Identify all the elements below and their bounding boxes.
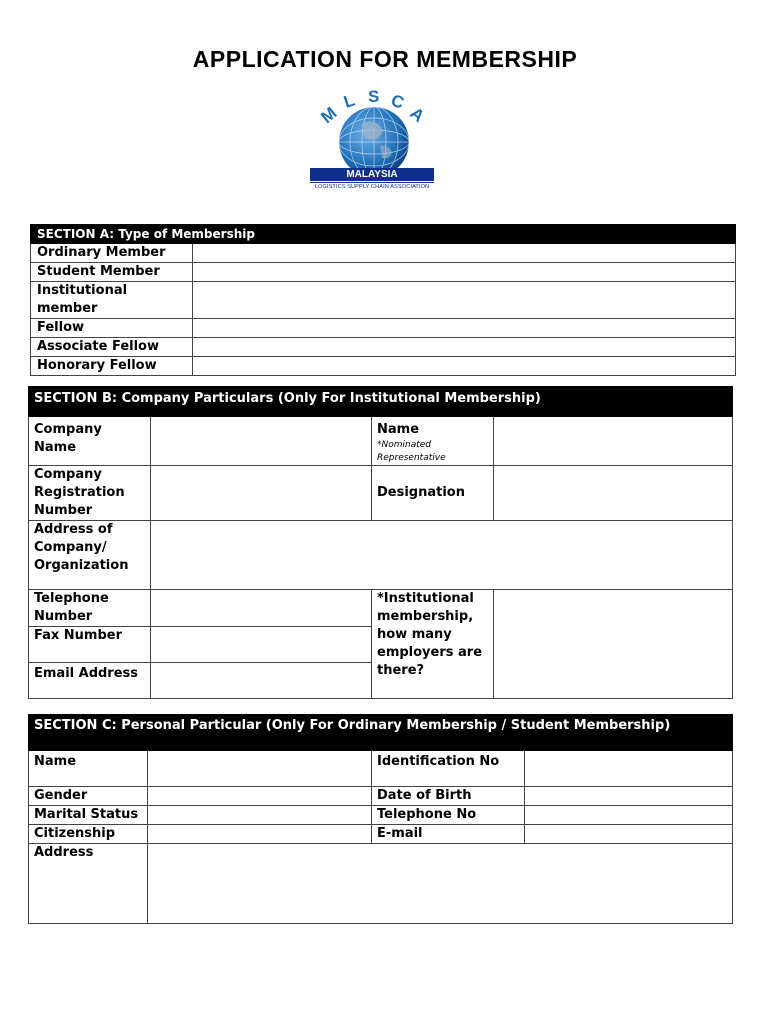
marital-status-field[interactable] — [148, 806, 372, 825]
personal-name-field[interactable] — [148, 751, 372, 787]
representative-name-cell — [372, 417, 494, 466]
membership-option-label: Honorary Fellow — [31, 357, 193, 376]
nominated-representative-note: *Nominated Representative — [377, 440, 446, 463]
page-title: APPLICATION FOR MEMBERSHIP — [192, 46, 578, 72]
company-name-label: Company Name — [29, 417, 151, 466]
section-c-table — [28, 714, 733, 924]
logo-country: MALAYSIA — [310, 168, 434, 181]
honorary-fellow-field[interactable] — [193, 357, 736, 376]
designation-label: Designation — [372, 466, 494, 521]
fellow-field[interactable] — [193, 319, 736, 338]
logo-letter-m: M — [317, 103, 341, 128]
citizenship-label: Citizenship — [29, 825, 148, 844]
logo-letter-c: C — [388, 90, 407, 113]
membership-option-label: Ordinary Member — [31, 244, 193, 263]
logo-letter-s: S — [368, 87, 380, 106]
telephone-no-field[interactable] — [525, 806, 733, 825]
section-c-header: SECTION C: Personal Particular (Only For Ordinary Membership / Student Membership) — [29, 715, 733, 751]
employee-count-field[interactable] — [494, 590, 733, 699]
section-b-header: SECTION B: Company Particulars (Only For Institutional Membership) — [29, 387, 733, 417]
citizenship-field[interactable] — [148, 825, 372, 844]
marital-status-label: Marital Status — [29, 806, 148, 825]
telephone-no-label: Telephone No — [372, 806, 525, 825]
identification-no-field[interactable] — [525, 751, 733, 787]
company-name-field[interactable] — [151, 417, 372, 466]
ordinary-member-field[interactable] — [193, 244, 736, 263]
mlsca-logo — [310, 84, 440, 196]
company-address-label: Address of Company/ Organization — [29, 521, 151, 590]
company-address-field[interactable] — [151, 521, 733, 590]
personal-address-label: Address — [29, 844, 148, 924]
identification-no-label: Identification No — [372, 751, 525, 787]
logo-letter-l: L — [341, 90, 358, 112]
gender-field[interactable] — [148, 787, 372, 806]
student-member-field[interactable] — [193, 263, 736, 282]
section-a-table — [30, 224, 736, 376]
membership-option-label: Fellow — [31, 319, 193, 338]
email-label: E-mail — [372, 825, 525, 844]
telephone-number-label: Telephone Number — [29, 590, 151, 627]
logo-subtitle: LOGISTICS SUPPLY CHAIN ASSOCIATION — [310, 182, 434, 190]
designation-field[interactable] — [494, 466, 733, 521]
personal-address-field[interactable] — [148, 844, 733, 924]
membership-option-label: Student Member — [31, 263, 193, 282]
section-b-table — [28, 386, 733, 699]
email-address-field[interactable] — [151, 663, 372, 699]
section-a-header: SECTION A: Type of Membership — [31, 225, 736, 244]
gender-label: Gender — [29, 787, 148, 806]
fax-number-label: Fax Number — [29, 627, 151, 663]
logo-letter-a: A — [406, 103, 429, 126]
membership-option-label: Institutional member — [31, 282, 193, 319]
personal-name-label: Name — [29, 751, 148, 787]
email-field[interactable] — [525, 825, 733, 844]
representative-name-label: Name — [377, 422, 420, 437]
representative-name-field[interactable] — [494, 417, 733, 466]
telephone-number-field[interactable] — [151, 590, 372, 627]
membership-option-label: Associate Fellow — [31, 338, 193, 357]
fax-number-field[interactable] — [151, 627, 372, 663]
date-of-birth-label: Date of Birth — [372, 787, 525, 806]
date-of-birth-field[interactable] — [525, 787, 733, 806]
institutional-member-field[interactable] — [193, 282, 736, 319]
registration-number-field[interactable] — [151, 466, 372, 521]
email-address-label: Email Address — [29, 663, 151, 699]
associate-fellow-field[interactable] — [193, 338, 736, 357]
employee-count-question: *Institutional membership, how many employers are there? — [372, 590, 494, 699]
registration-number-label: Company Registration Number — [29, 466, 151, 521]
